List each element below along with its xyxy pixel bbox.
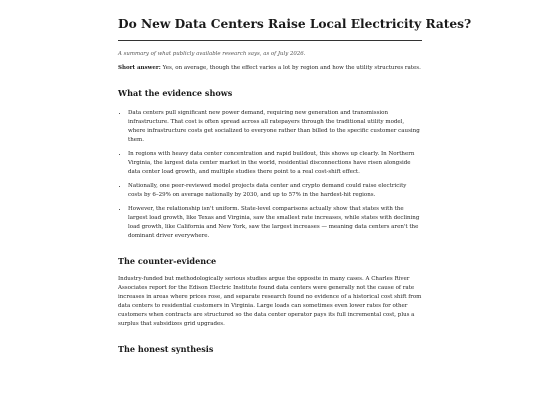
- counter-evidence-heading: The counter-evidence: [118, 255, 217, 266]
- list-item: • Nationally, one peer-reviewed model projects data center and crypto demand could raise electricity costs by 6–29% on average nationally by 2030, and up to 57% in the hardest-hit regions.: [128, 182, 422, 200]
- evidence-heading: What the evidence shows: [118, 87, 233, 98]
- short-answer: [118, 64, 422, 73]
- counter-evidence-paragraph: Industry-funded but methodologically serious studies argue the opposite in many cases. A Charles River Associates report for the Edison Electric Institute found data centers were generally not the cause of rate increases in areas where prices rose, and separate research found no evidence of a historical cost shift from data centers to residential customers in Virginia. Large loads can sometimes even lower rates for other customers when contracts are structured so the data center operator pays its full incremental cost, plus a surplus that subsidizes grid upgrades.: [118, 275, 422, 327]
- short-answer-label: Short answer:: [118, 65, 161, 71]
- list-item: • In regions with heavy data center concentration and rapid buildout, this shows up clearly. In Northern Virginia, the largest data center market in the world, residential disconnections have risen alongside data center load growth, and multiple studies there point to a real cost-shift effect.: [128, 150, 422, 177]
- list-item: • However, the relationship isn't uniform. State-level comparisons actually show that states with the largest load growth, like Texas and Virginia, saw the smallest rate increases, while states with declining load growth, like California and New York, saw the largest increases — meaning data centers aren't the dominant driver everywhere.: [128, 205, 422, 241]
- evidence-list: [118, 109, 422, 241]
- synthesis-heading: The honest synthesis: [118, 343, 214, 354]
- page-title: Do New Data Centers Raise Local Electricity Rates?: [118, 17, 472, 31]
- short-answer-text: Yes, on average, though the effect varies a lot by region and how the utility structures rates.: [160, 65, 421, 71]
- page-subtitle: A summary of what publicly available research says, as of July 2026.: [118, 51, 306, 57]
- list-item: • Data centers pull significant new power demand, requiring new generation and transmission infrastructure. That cost is often spread across all ratepayers through the traditional utility model, where infrastructure costs get socialized to everyone rather than billed to the specific customer causing them.: [128, 109, 422, 145]
- document: [118, 0, 472, 355]
- title-divider: [118, 40, 422, 41]
